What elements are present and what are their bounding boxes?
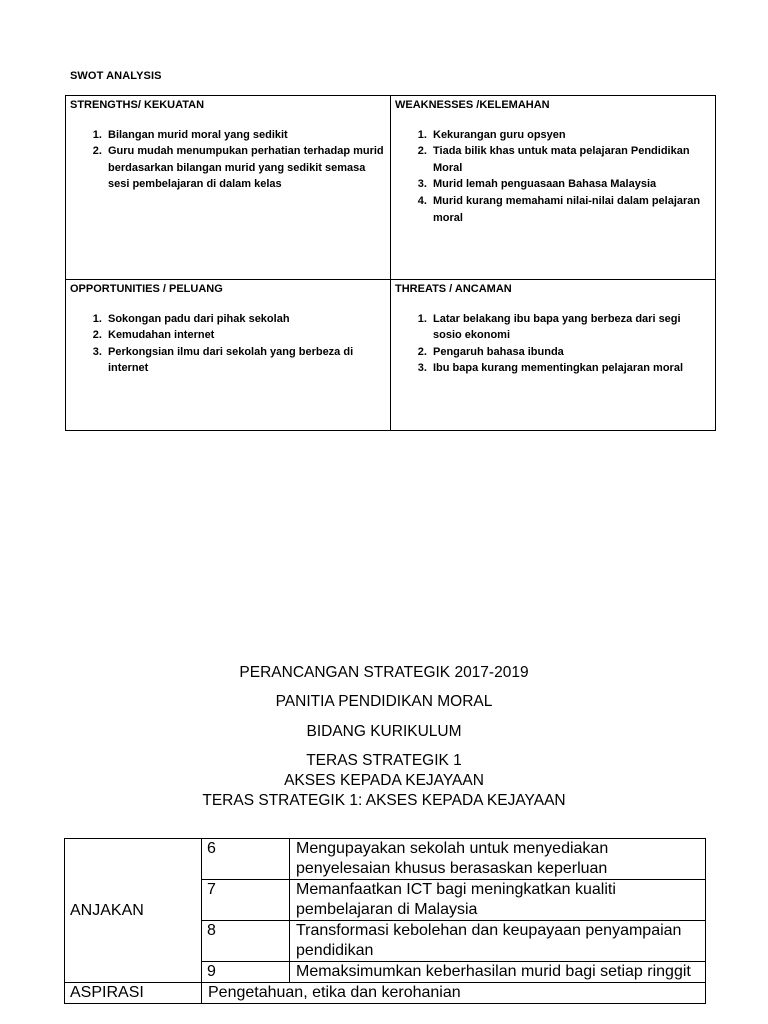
weaknesses-item: 2. Tiada bilik khas untuk mata pelajaran Pendidikan Moral	[430, 143, 711, 176]
weaknesses-heading: WEAKNESSES /KELEMAHAN	[395, 99, 550, 111]
strategic-core-title: TERAS STRATEGIK 1	[306, 752, 462, 769]
anjakan-text: Memaksimumkan keberhasilan murid bagi setiap ringgit	[290, 962, 706, 983]
weaknesses-item: 4. Murid kurang memahami nilai-nilai dalam pelajaran moral	[430, 193, 711, 226]
strategic-core-full-title: TERAS STRATEGIK 1: AKSES KEPADA KEJAYAAN	[202, 792, 566, 809]
aspirasi-label: ASPIRASI	[65, 983, 202, 1004]
anjakan-text: Memanfaatkan ICT bagi meningkatkan kualiti pembelajaran di Malaysia	[290, 880, 706, 921]
strengths-heading: STRENGTHS/ KEKUATAN	[70, 99, 205, 111]
committee-title: PANITIA PENDIDIKAN MORAL	[275, 693, 493, 710]
opportunities-cell	[66, 280, 391, 431]
weaknesses-cell	[391, 96, 716, 280]
threats-list	[391, 311, 711, 377]
threats-item: 3. Ibu bapa kurang mementingkan pelajaran moral	[430, 360, 711, 377]
opportunities-item: 1. Sokongan padu dari pihak sekolah	[105, 311, 386, 328]
threats-heading: THREATS / ANCAMAN	[395, 283, 512, 295]
field-title: BIDANG KURIKULUM	[306, 723, 462, 740]
anjakan-text: Transformasi kebolehan dan keupayaan penyampaian pendidikan	[290, 921, 706, 962]
swot-title: SWOT ANALYSIS	[70, 70, 162, 82]
anjakan-number: 7	[202, 880, 290, 921]
swot-table	[65, 95, 716, 431]
anjakan-number: 9	[202, 962, 290, 983]
strengths-item: 1. Bilangan murid moral yang sedikit	[105, 127, 386, 144]
plan-title: PERANCANGAN STRATEGIK 2017-2019	[239, 664, 529, 681]
weaknesses-item: 1. Kekurangan guru opsyen	[430, 127, 711, 144]
strengths-cell	[66, 96, 391, 280]
anjakan-label: ANJAKAN	[65, 839, 202, 983]
opportunities-list	[66, 311, 386, 377]
opportunities-item: 2. Kemudahan internet	[105, 327, 386, 344]
opportunities-item: 3. Perkongsian ilmu dari sekolah yang berbeza di internet	[105, 344, 386, 377]
strengths-list	[66, 127, 386, 193]
weaknesses-item: 3. Murid lemah penguasaan Bahasa Malaysia	[430, 176, 711, 193]
threats-item: 1. Latar belakang ibu bapa yang berbeza dari segi sosio ekonomi	[430, 311, 711, 344]
table-row	[65, 839, 706, 880]
strengths-item: 2. Guru mudah menumpukan perhatian terhadap murid berdasarkan bilangan murid yang sedikit semasa sesi pembelajaran di dalam kelas	[105, 143, 386, 193]
threats-item: 2. Pengaruh bahasa ibunda	[430, 344, 711, 361]
anjakan-number: 8	[202, 921, 290, 962]
strategic-core-subtitle: AKSES KEPADA KEJAYAAN	[284, 772, 484, 789]
weaknesses-list	[391, 127, 711, 227]
aspirasi-value: Pengetahuan, etika dan kerohanian	[202, 983, 706, 1004]
strategy-table	[64, 838, 706, 1004]
anjakan-text: Mengupayakan sekolah untuk menyediakan penyelesaian khusus berasaskan keperluan	[290, 839, 706, 880]
opportunities-heading: OPPORTUNITIES / PELUANG	[70, 283, 223, 295]
anjakan-number: 6	[202, 839, 290, 880]
threats-cell	[391, 280, 716, 431]
table-row	[65, 983, 706, 1004]
